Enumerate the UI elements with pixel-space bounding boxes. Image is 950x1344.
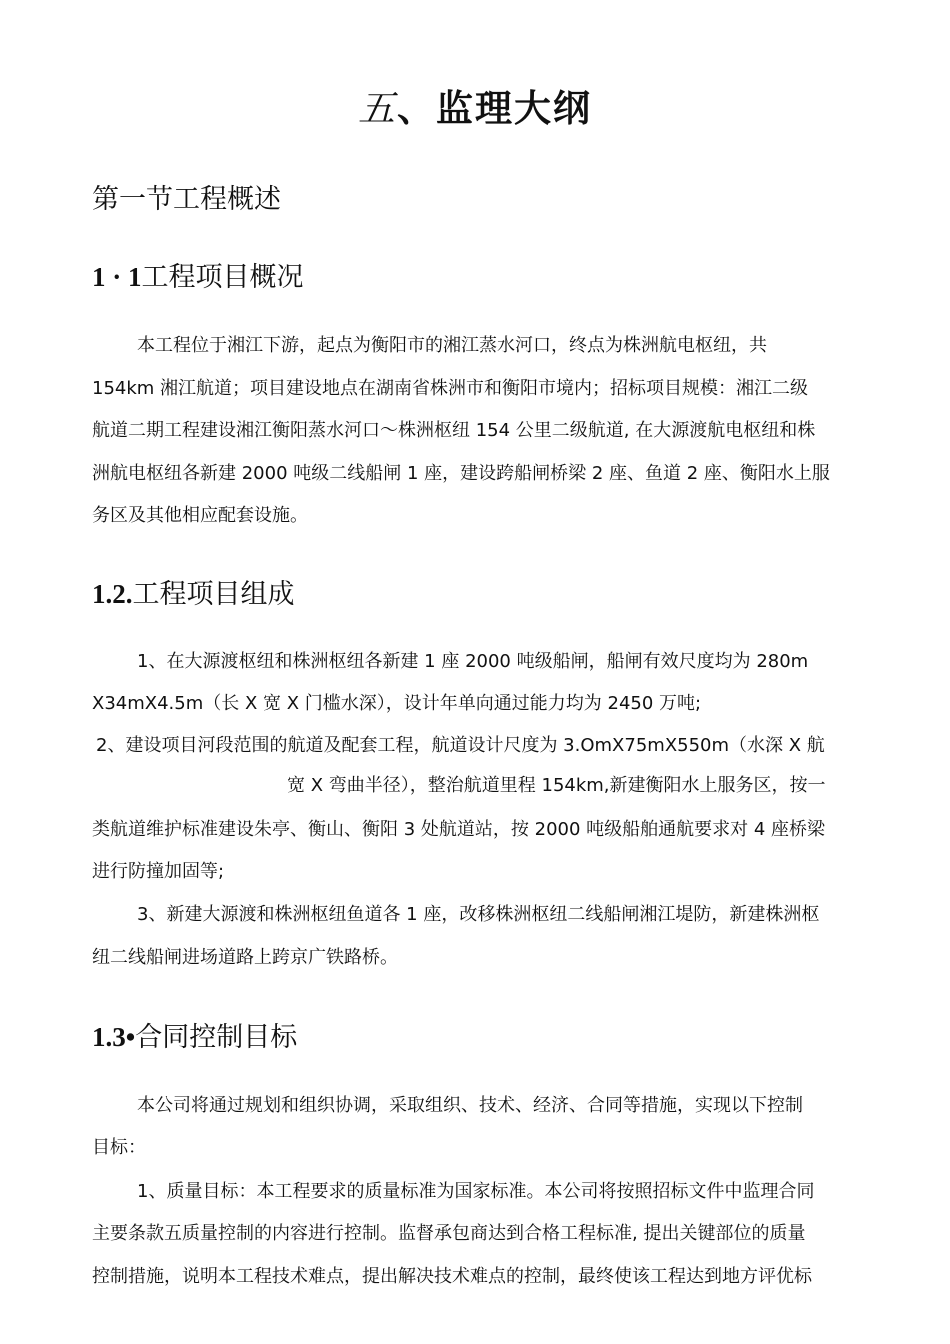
subsection-title: 工程项目组成 <box>132 579 295 610</box>
paragraph-line: 3、新建大源渡和株洲枢纽鱼道各 1 座，改移株洲枢纽二线船闸湘江堤防，新建株洲枢 <box>137 904 820 925</box>
subsection-title: 工程项目概况 <box>141 262 304 293</box>
paragraph-line: 航道二期工程建设湘江衡阳蒸水河口～株洲枢纽 154 公里二级航道, 在大源渡航电枢纽和株 <box>92 420 816 441</box>
paragraph-line: 1、在大源渡枢纽和株洲枢纽各新建 1 座 2000 吨级船闸，船闸有效尺度均为 280m <box>137 651 809 672</box>
paragraph-line: 纽二线船闸进场道路上跨京广铁路桥。 <box>92 947 398 968</box>
subsection-title: 合同控制目标 <box>135 1022 298 1053</box>
paragraph-line: 宽 X 弯曲半径），整治航道里程 154km,新建衡阳水上服务区，按一 <box>287 775 826 796</box>
paragraph-line: 控制措施，说明本工程技术难点，提出解决技术难点的控制，最终使该工程达到地方评优标 <box>92 1266 812 1287</box>
document-title <box>0 86 950 132</box>
title-text: 、监理大纲 <box>397 87 592 130</box>
paragraph-line: 2、建设项目河段范围的航道及配套工程，航道设计尺度为 3.OmX75mX550m（水深 X 航 <box>96 735 825 756</box>
title-number: 五 <box>358 87 397 130</box>
paragraph-line: 本公司将通过规划和组织协调，采取组织、技术、经济、合同等措施，实现以下控制 <box>137 1095 803 1116</box>
paragraph-line: 务区及其他相应配套设施。 <box>92 505 308 526</box>
subsection-number: 1 · 1 <box>92 262 142 292</box>
paragraph-line: 目标： <box>92 1137 146 1158</box>
paragraph-line: 154km 湘江航道；项目建设地点在湖南省株洲市和衡阳市境内；招标项目规模：湘江二级 <box>92 378 809 399</box>
subsection-heading-1-1 <box>92 259 304 296</box>
paragraph-line: 类航道维护标准建设朱亭、衡山、衡阳 3 处航道站，按 2000 吨级船舶通航要求对 4 座桥梁 <box>92 819 826 840</box>
subsection-heading-1-3 <box>92 1019 297 1056</box>
section-heading: 第一节工程概述 <box>92 184 281 215</box>
paragraph-line: 主要条款五质量控制的内容进行控制。监督承包商达到合格工程标准, 提出关键部位的质量 <box>92 1223 806 1244</box>
paragraph-line: 1、质量目标：本工程要求的质量标准为国家标准。本公司将按照招标文件中监理合同 <box>137 1181 815 1202</box>
paragraph-line: 本工程位于湘江下游，起点为衡阳市的湘江蒸水河口，终点为株洲航电枢纽，共 <box>137 335 767 356</box>
subsection-heading-1-2 <box>92 576 295 613</box>
paragraph-line: 洲航电枢纽各新建 2000 吨级二线船闸 1 座，建设跨船闸桥梁 2 座、鱼道 2 座、衡阳水上服 <box>92 463 830 484</box>
paragraph-line: 进行防撞加固等; <box>92 861 225 882</box>
subsection-number: 1.2. <box>92 579 133 609</box>
subsection-number: 1.3• <box>92 1022 136 1052</box>
paragraph-line: X34mX4.5m（长 X 宽 X 门槛水深），设计年单向通过能力均为 2450 万吨; <box>92 693 702 714</box>
